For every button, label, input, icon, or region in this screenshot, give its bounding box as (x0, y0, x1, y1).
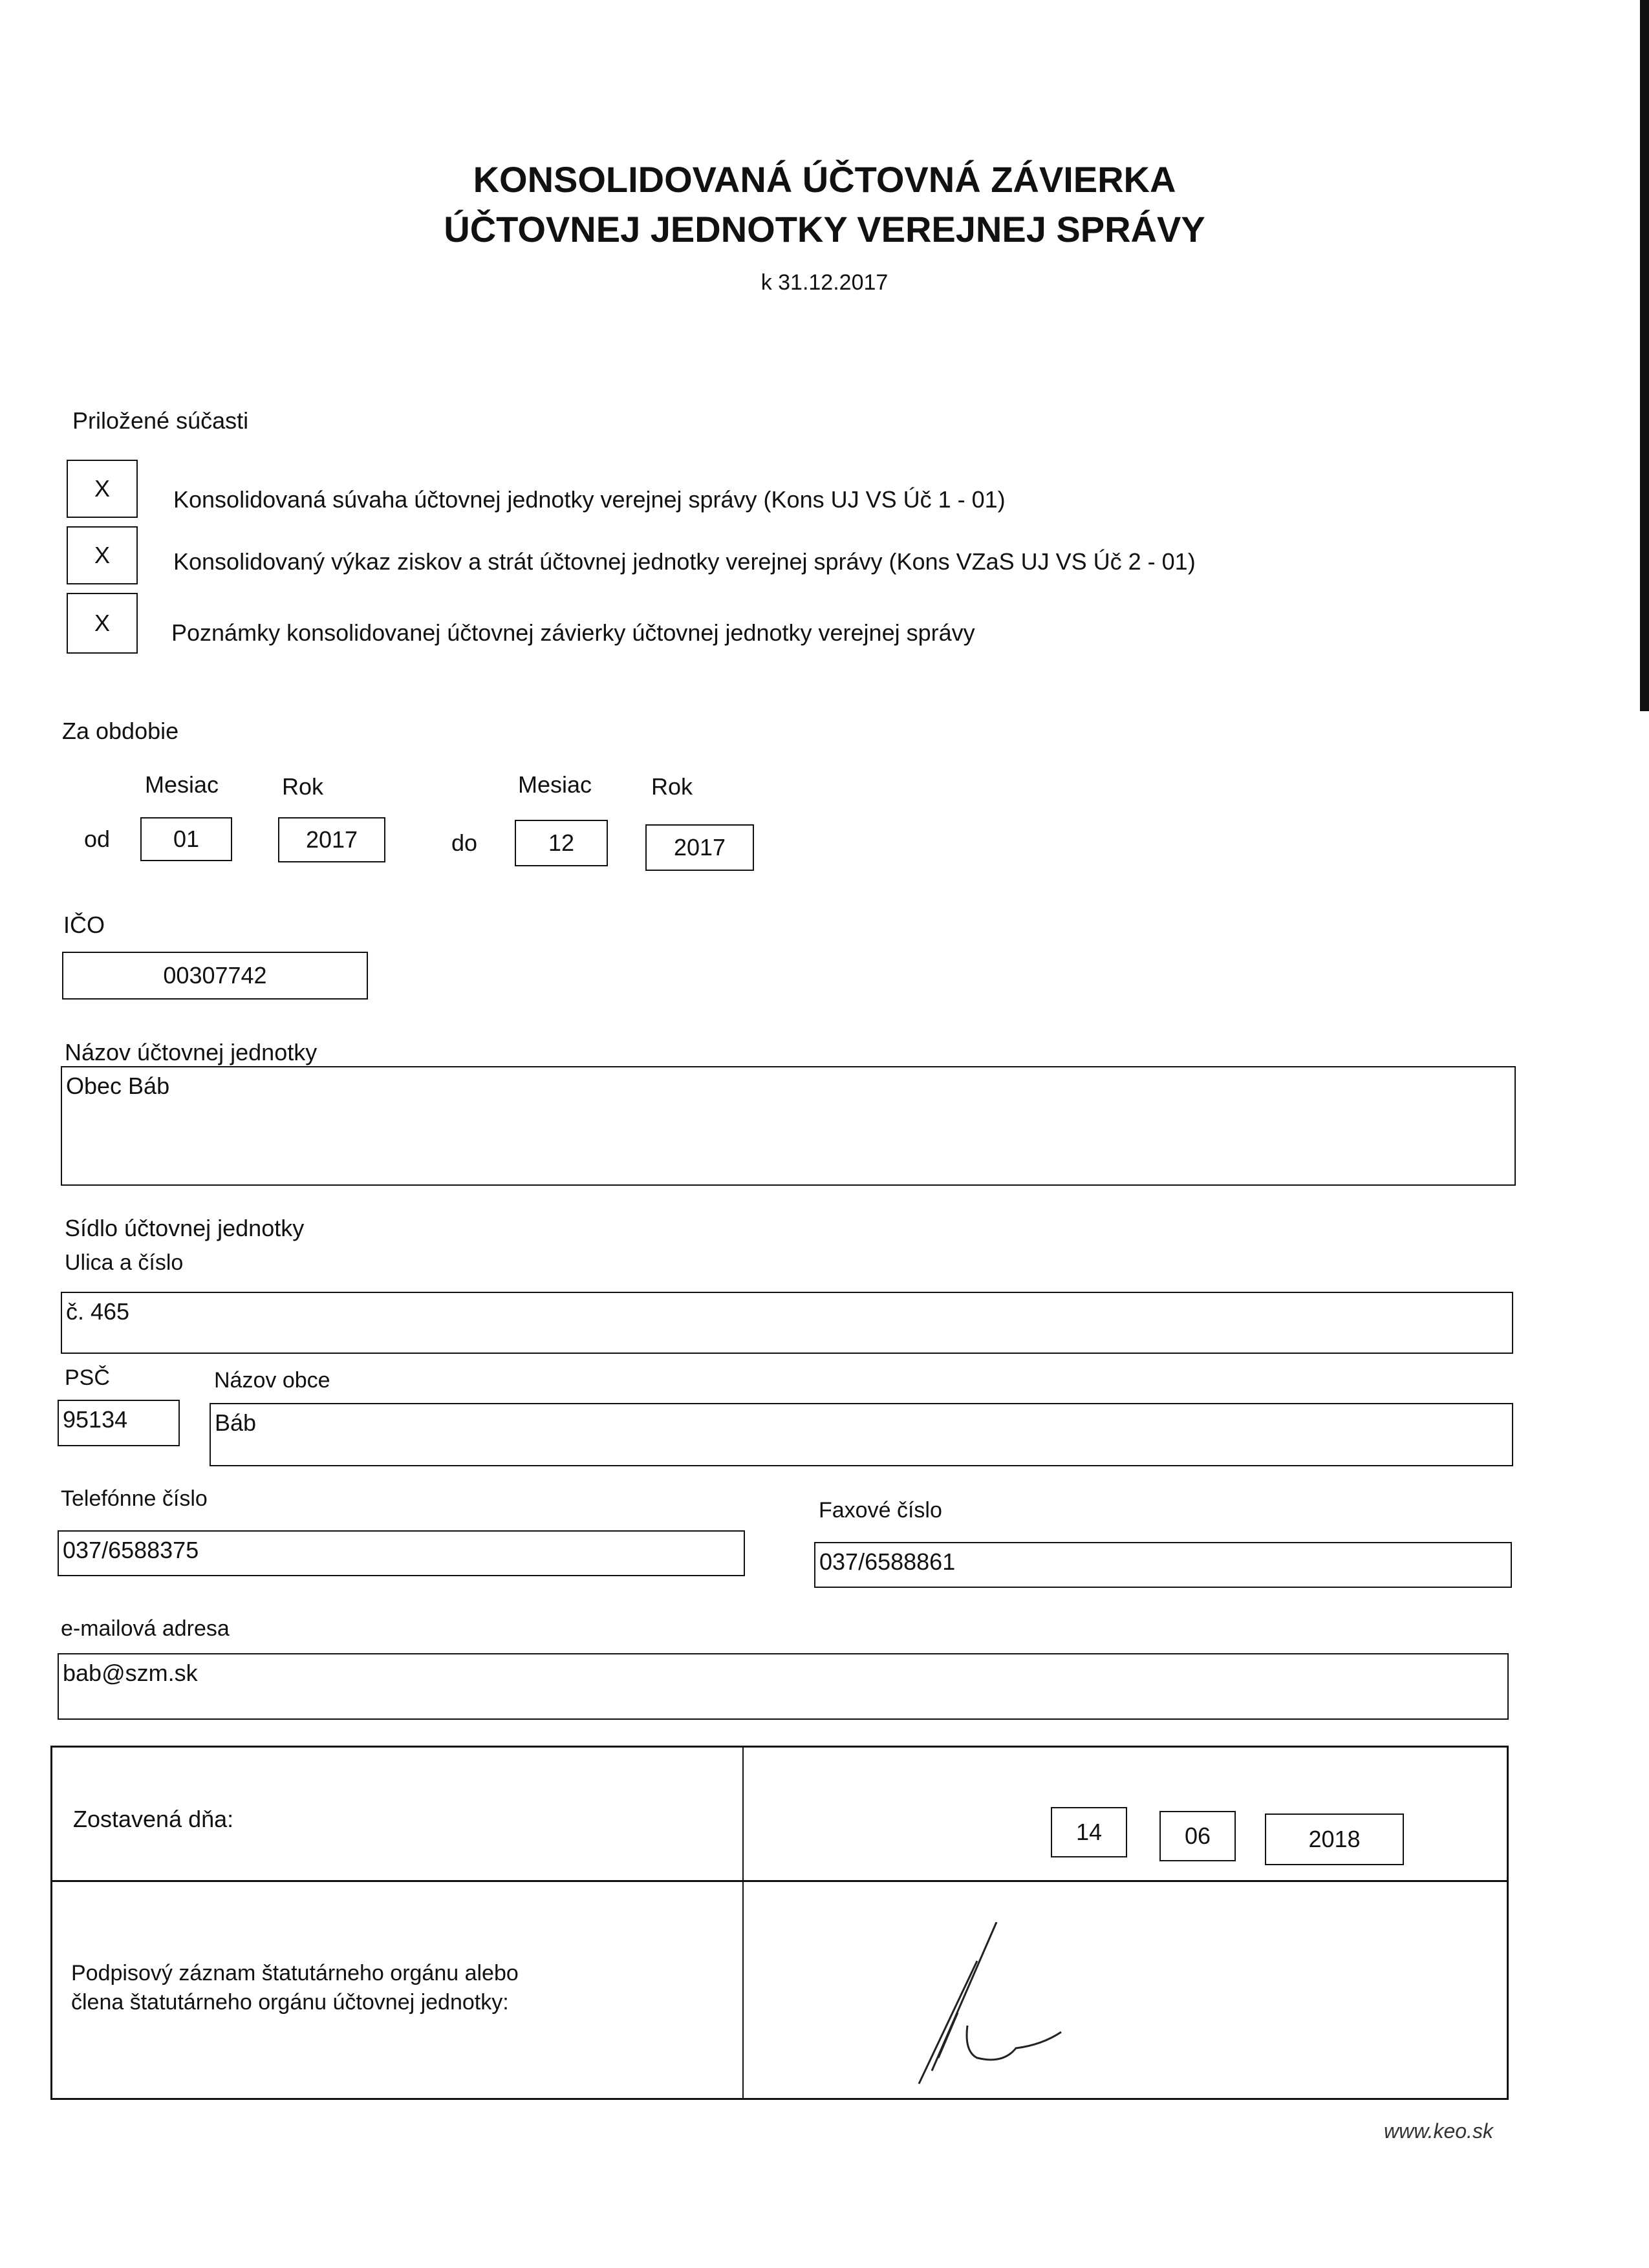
period-label: Za obdobie (62, 718, 179, 744)
phone-label: Telefónne číslo (61, 1486, 208, 1511)
to-label: do (451, 829, 478, 856)
zip-label: PSČ (65, 1365, 110, 1390)
city-field[interactable]: Báb (210, 1403, 1513, 1466)
name-label: Názov účtovnej jednotky (65, 1039, 318, 1065)
phone-field[interactable]: 037/6588375 (58, 1530, 745, 1576)
attachment-label-3: Poznámky konsolidovanej účtovnej závierky účtovnej jednotky verejnej správy (171, 619, 975, 646)
fax-label: Faxové číslo (819, 1498, 942, 1523)
name-field[interactable]: Obec Báb (61, 1066, 1516, 1186)
attachment-checkbox-1[interactable]: X (67, 460, 138, 518)
address-label: Sídlo účtovnej jednotky (65, 1215, 305, 1241)
scan-edge (1640, 0, 1649, 711)
to-month-label: Mesiac (518, 771, 592, 798)
street-label: Ulica a číslo (65, 1250, 184, 1275)
attachment-checkbox-2[interactable]: X (67, 526, 138, 584)
email-field[interactable]: bab@szm.sk (58, 1653, 1509, 1720)
compiled-month-field[interactable]: 06 (1159, 1811, 1236, 1861)
as-of-date: k 31.12.2017 (760, 270, 889, 295)
street-field[interactable]: č. 465 (61, 1292, 1513, 1354)
compiled-label: Zostavená dňa: (73, 1806, 234, 1832)
from-month-field[interactable]: 01 (140, 817, 232, 861)
fax-field[interactable]: 037/6588861 (814, 1542, 1512, 1588)
attachment-checkbox-3[interactable]: X (67, 593, 138, 654)
attachment-label-1: Konsolidovaná súvaha účtovnej jednotky verejnej správy (Kons UJ VS Úč 1 - 01) (173, 486, 1006, 513)
ico-field[interactable]: 00307742 (62, 952, 368, 1000)
title-line2: ÚČTOVNEJ JEDNOTKY VEREJNEJ SPRÁVY (444, 209, 1205, 250)
from-year-label: Rok (282, 773, 324, 800)
from-month-label: Mesiac (145, 771, 219, 798)
zip-field[interactable]: 95134 (58, 1400, 180, 1446)
table-divider-vertical (742, 1748, 744, 2098)
signature-table (50, 1746, 1509, 2100)
signature-label-line1: Podpisový záznam štatutárneho orgánu alebo (71, 1961, 519, 1985)
title-line1: KONSOLIDOVANÁ ÚČTOVNÁ ZÁVIERKA (473, 159, 1176, 200)
from-label: od (84, 826, 111, 852)
compiled-year-field[interactable]: 2018 (1265, 1813, 1404, 1865)
to-year-field[interactable]: 2017 (645, 824, 754, 871)
ico-label: IČO (63, 912, 105, 938)
compiled-day-field[interactable]: 14 (1051, 1807, 1127, 1857)
attachment-label-2: Konsolidovaný výkaz ziskov a strát účtovnej jednotky verejnej správy (Kons VZaS UJ VS Úč 2 - 01) (173, 548, 1196, 575)
website-footer: www.keo.sk (1384, 2119, 1493, 2143)
email-label: e-mailová adresa (61, 1616, 230, 1641)
attachments-label: Priložené súčasti (72, 407, 249, 434)
to-month-field[interactable]: 12 (515, 820, 608, 866)
to-year-label: Rok (651, 773, 693, 800)
signature-image (893, 1922, 1184, 2090)
table-divider-horizontal (52, 1880, 1507, 1882)
city-label: Názov obce (214, 1368, 330, 1393)
signature-label-line2: člena štatutárneho orgánu účtovnej jednotky: (71, 1990, 509, 2015)
from-year-field[interactable]: 2017 (278, 817, 385, 862)
